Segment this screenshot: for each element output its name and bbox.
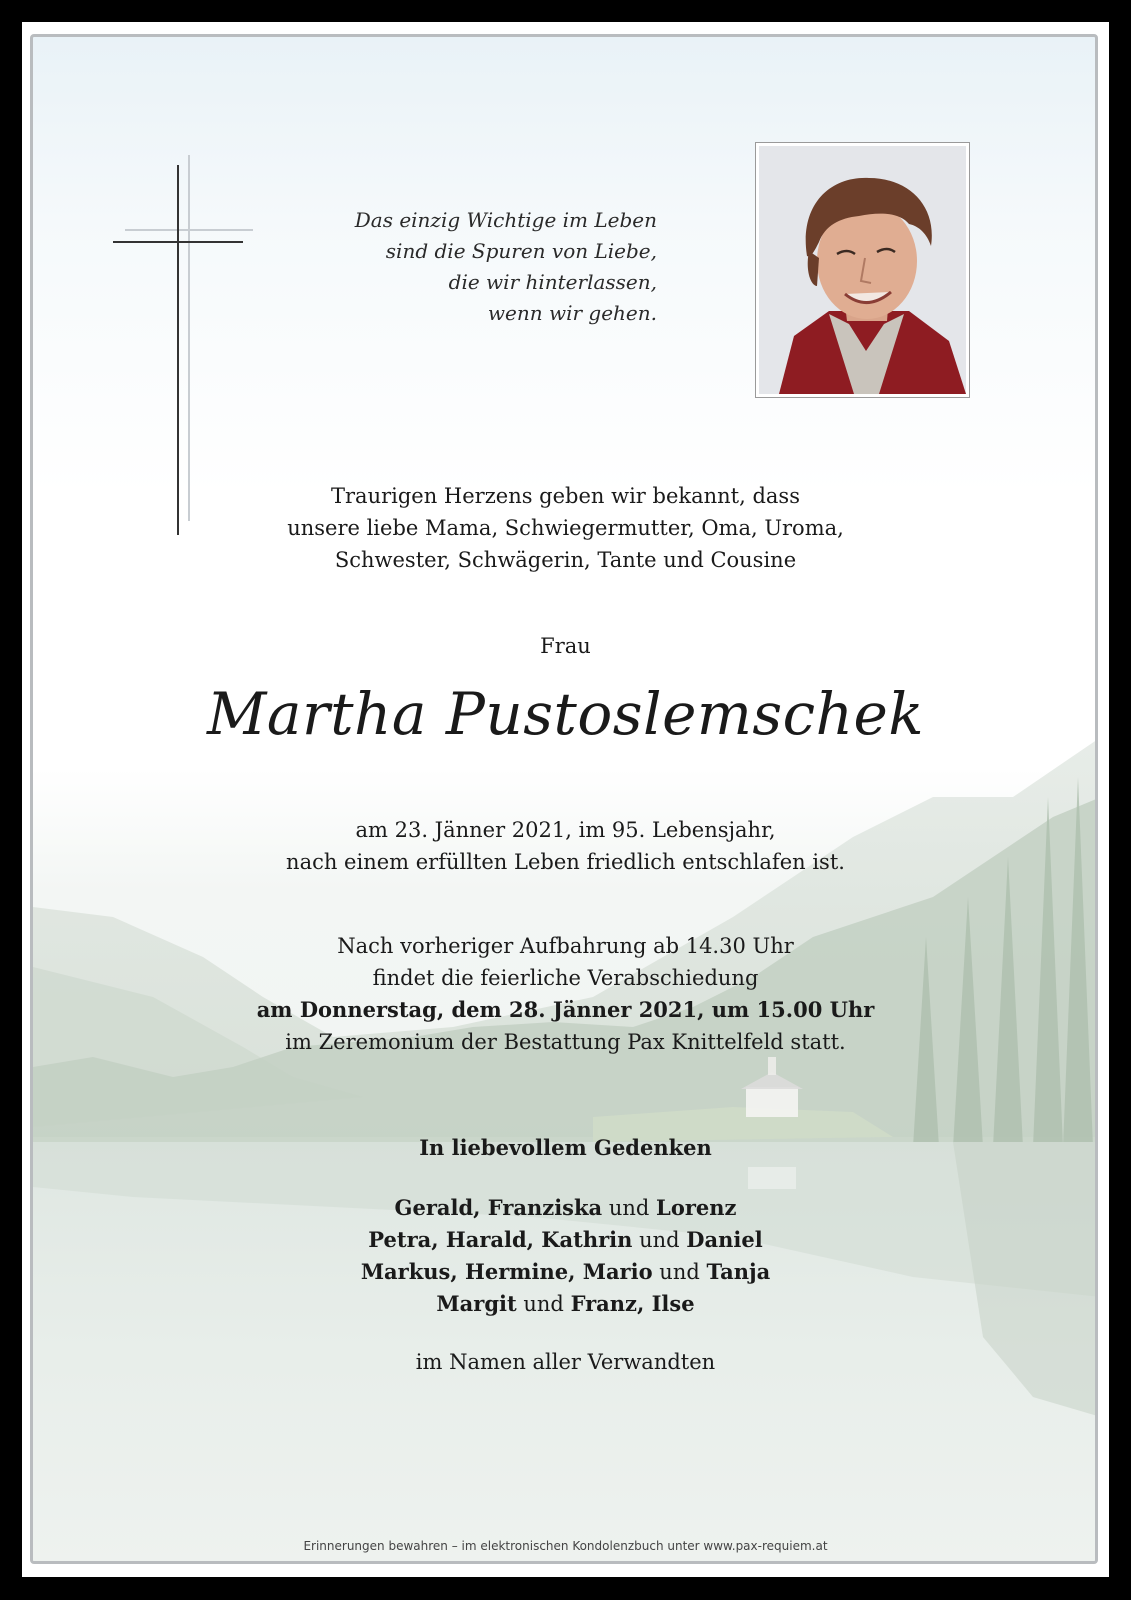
ceremony-line: findet die feierliche Verabschiedung bbox=[372, 966, 759, 990]
quote-line: wenn wir gehen. bbox=[487, 301, 657, 325]
family-names: Franz, Ilse bbox=[570, 1291, 695, 1316]
portrait-icon bbox=[759, 146, 966, 394]
quote-line: die wir hinterlassen, bbox=[448, 270, 657, 294]
family-names: Margit bbox=[436, 1291, 517, 1316]
family-conjunction: und bbox=[659, 1260, 700, 1284]
family-names: Markus, Hermine, Mario bbox=[360, 1259, 653, 1284]
family-names: Gerald, Franziska bbox=[394, 1195, 603, 1220]
quote-line: sind die Spuren von Liebe, bbox=[385, 239, 657, 263]
ceremony-line: im Zeremonium der Bestattung Pax Knittelfeld statt. bbox=[285, 1030, 846, 1054]
death-details bbox=[0, 814, 1131, 878]
quote-line: Das einzig Wichtige im Leben bbox=[354, 208, 657, 232]
death-line: nach einem erfüllten Leben friedlich entschlafen ist. bbox=[286, 850, 845, 874]
ceremony-details bbox=[0, 930, 1131, 1058]
quote bbox=[300, 205, 657, 329]
family-row bbox=[0, 1224, 1131, 1256]
ceremony-date: am Donnerstag, dem 28. Jänner 2021, um 15.00 Uhr bbox=[256, 997, 875, 1022]
intro-line: Traurigen Herzens geben wir bekannt, dass bbox=[331, 484, 800, 508]
family-names: Tanja bbox=[706, 1259, 771, 1284]
family-row bbox=[0, 1192, 1131, 1224]
intro-line: unsere liebe Mama, Schwiegermutter, Oma, Uroma, bbox=[287, 516, 844, 540]
ceremony-line: Nach vorheriger Aufbahrung ab 14.30 Uhr bbox=[337, 934, 794, 958]
family-names: Lorenz bbox=[656, 1195, 737, 1220]
family-list bbox=[0, 1192, 1131, 1320]
announcement-intro bbox=[0, 480, 1131, 576]
family-conjunction: und bbox=[523, 1292, 564, 1316]
family-conjunction: und bbox=[608, 1196, 650, 1220]
family-conjunction: und bbox=[639, 1228, 680, 1252]
portrait-photo bbox=[755, 142, 970, 398]
intro-line: Schwester, Schwägerin, Tante und Cousine bbox=[334, 548, 797, 572]
family-row bbox=[0, 1256, 1131, 1288]
salutation: Frau bbox=[540, 634, 591, 658]
remembrance-heading: In liebevollem Gedenken bbox=[419, 1135, 712, 1160]
relatives-note: im Namen aller Verwandten bbox=[415, 1350, 716, 1374]
family-row bbox=[0, 1288, 1131, 1320]
family-names: Petra, Harald, Kathrin bbox=[368, 1227, 633, 1252]
death-line: am 23. Jänner 2021, im 95. Lebensjahr, bbox=[355, 818, 776, 842]
deceased-name: Martha Pustoslemschek bbox=[207, 680, 924, 748]
family-names: Daniel bbox=[686, 1227, 763, 1252]
footer-note: Erinnerungen bewahren – im elektronischen Kondolenzbuch unter www.pax-requiem.at bbox=[303, 1539, 828, 1553]
